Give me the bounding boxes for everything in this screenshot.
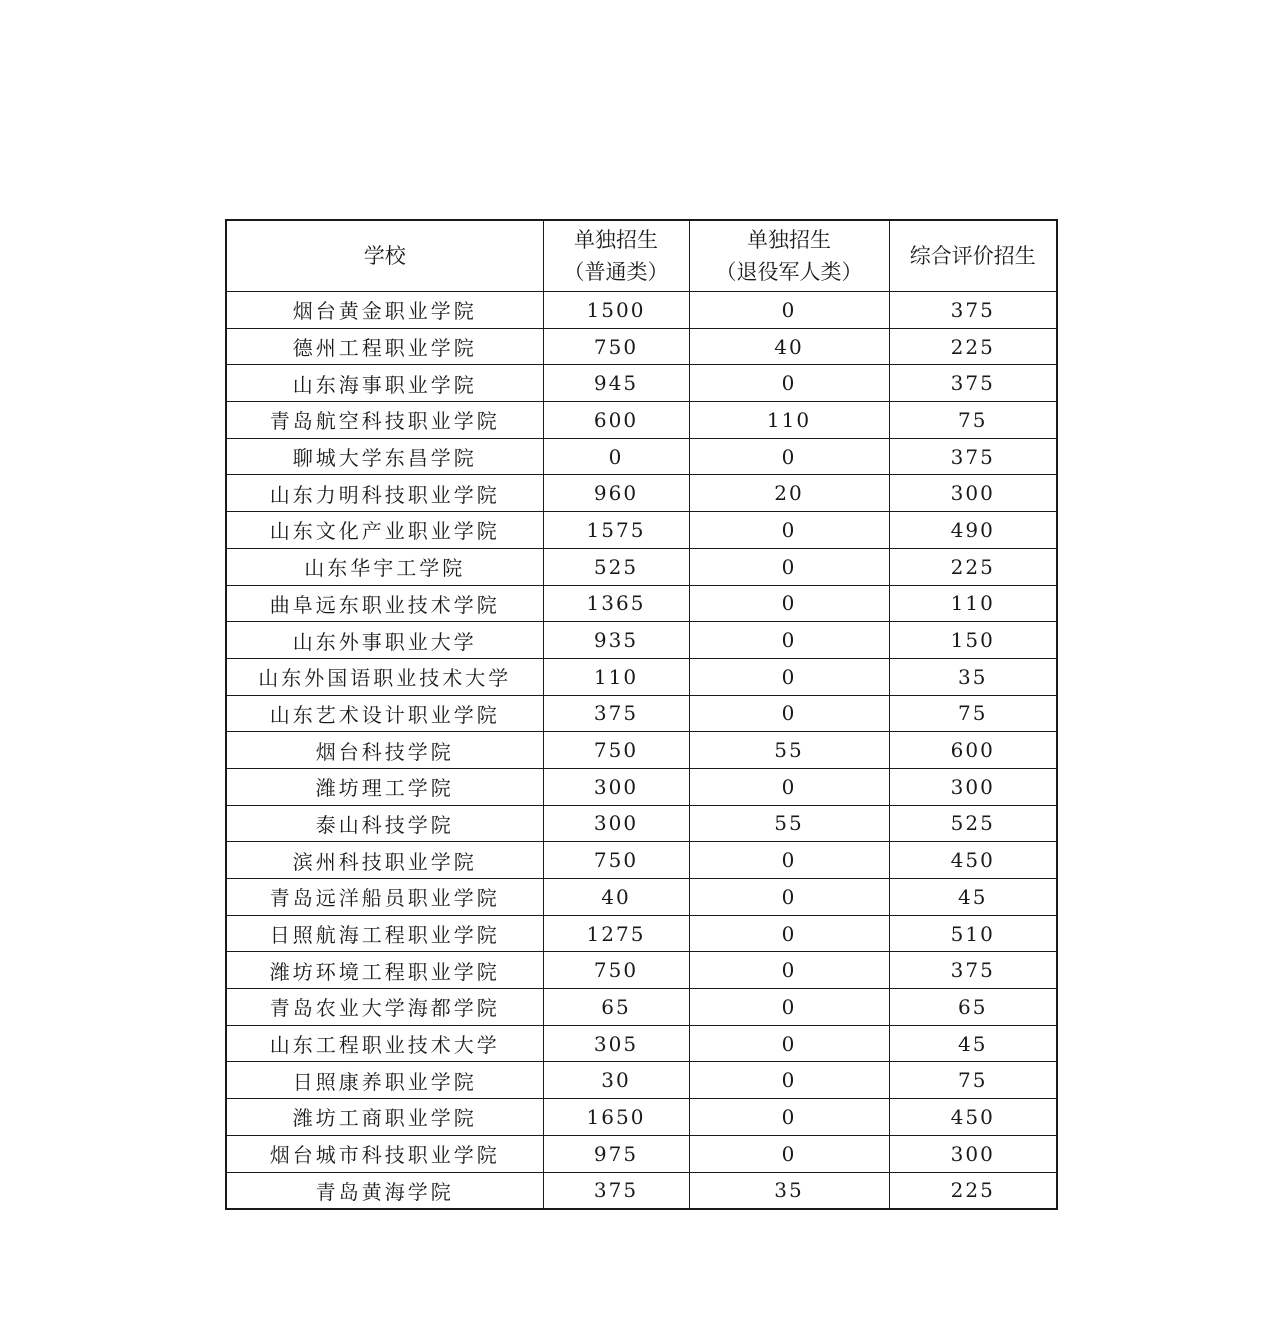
table-row [226,879,1057,916]
cell-comprehensive: 45 [889,1025,1057,1062]
cell-single-general: 1650 [543,1099,689,1136]
cell-school: 日照康养职业学院 [226,1062,543,1099]
table-row [226,512,1057,549]
cell-single-general: 975 [543,1135,689,1172]
table-row [226,622,1057,659]
header-single-veteran [689,220,889,292]
cell-single-veteran: 35 [689,1172,889,1209]
cell-school: 山东海事职业学院 [226,365,543,402]
cell-single-veteran: 55 [689,805,889,842]
cell-comprehensive: 300 [889,1135,1057,1172]
cell-single-veteran: 0 [689,1135,889,1172]
cell-school: 潍坊工商职业学院 [226,1099,543,1136]
table-row [226,952,1057,989]
cell-single-veteran: 0 [689,989,889,1026]
cell-single-veteran: 40 [689,328,889,365]
cell-single-veteran: 0 [689,1025,889,1062]
cell-school: 青岛农业大学海都学院 [226,989,543,1026]
cell-single-veteran: 0 [689,658,889,695]
table-row [226,805,1057,842]
cell-single-veteran: 0 [689,622,889,659]
header-single-general-line2: （普通类） [563,260,669,284]
cell-single-veteran: 0 [689,292,889,329]
cell-single-veteran: 0 [689,695,889,732]
cell-comprehensive: 375 [889,292,1057,329]
cell-single-general: 750 [543,732,689,769]
cell-comprehensive: 65 [889,989,1057,1026]
cell-single-general: 945 [543,365,689,402]
cell-school: 山东外国语职业技术大学 [226,658,543,695]
table-header-row [226,220,1057,292]
table-row [226,695,1057,732]
cell-single-general: 1365 [543,585,689,622]
cell-school: 潍坊环境工程职业学院 [226,952,543,989]
cell-single-general: 1275 [543,915,689,952]
cell-school: 山东华宇工学院 [226,548,543,585]
cell-comprehensive: 225 [889,1172,1057,1209]
cell-single-veteran: 20 [689,475,889,512]
table-row [226,732,1057,769]
cell-school: 泰山科技学院 [226,805,543,842]
cell-comprehensive: 35 [889,658,1057,695]
table-row [226,1172,1057,1209]
cell-comprehensive: 150 [889,622,1057,659]
cell-school: 青岛黄海学院 [226,1172,543,1209]
cell-comprehensive: 75 [889,695,1057,732]
table-row [226,365,1057,402]
cell-single-general: 300 [543,768,689,805]
cell-single-veteran: 55 [689,732,889,769]
cell-comprehensive: 375 [889,952,1057,989]
cell-single-general: 30 [543,1062,689,1099]
cell-school: 聊城大学东昌学院 [226,438,543,475]
cell-school: 山东文化产业职业学院 [226,512,543,549]
cell-school: 烟台城市科技职业学院 [226,1135,543,1172]
table-row [226,768,1057,805]
table-body [226,292,1057,1210]
header-single-general-line1: 单独招生 [574,228,658,252]
cell-comprehensive: 75 [889,1062,1057,1099]
table-row [226,658,1057,695]
cell-single-veteran: 0 [689,438,889,475]
cell-school: 日照航海工程职业学院 [226,915,543,952]
cell-single-veteran: 0 [689,915,889,952]
cell-single-general: 375 [543,695,689,732]
cell-school: 潍坊理工学院 [226,768,543,805]
cell-comprehensive: 225 [889,548,1057,585]
cell-single-veteran: 0 [689,952,889,989]
cell-single-general: 750 [543,952,689,989]
cell-school: 山东外事职业大学 [226,622,543,659]
cell-single-general: 65 [543,989,689,1026]
cell-comprehensive: 300 [889,768,1057,805]
cell-school: 山东力明科技职业学院 [226,475,543,512]
cell-comprehensive: 225 [889,328,1057,365]
cell-school: 曲阜远东职业技术学院 [226,585,543,622]
table-row [226,842,1057,879]
cell-comprehensive: 300 [889,475,1057,512]
cell-school: 德州工程职业学院 [226,328,543,365]
cell-single-general: 40 [543,879,689,916]
header-single-general [543,220,689,292]
cell-single-veteran: 110 [689,402,889,439]
cell-single-veteran: 0 [689,879,889,916]
cell-single-general: 305 [543,1025,689,1062]
cell-single-veteran: 0 [689,512,889,549]
cell-school: 烟台科技学院 [226,732,543,769]
table-row [226,1099,1057,1136]
table-row [226,292,1057,329]
table-row [226,585,1057,622]
cell-single-general: 750 [543,842,689,879]
cell-comprehensive: 450 [889,1099,1057,1136]
cell-school: 青岛航空科技职业学院 [226,402,543,439]
cell-single-veteran: 0 [689,768,889,805]
cell-single-general: 375 [543,1172,689,1209]
cell-comprehensive: 490 [889,512,1057,549]
cell-comprehensive: 450 [889,842,1057,879]
table-row [226,402,1057,439]
enrollment-table [225,219,1058,1210]
table-row [226,989,1057,1026]
cell-comprehensive: 375 [889,365,1057,402]
table-row [226,438,1057,475]
cell-single-general: 600 [543,402,689,439]
table-row [226,328,1057,365]
cell-single-veteran: 0 [689,585,889,622]
cell-comprehensive: 510 [889,915,1057,952]
cell-single-general: 300 [543,805,689,842]
cell-single-general: 525 [543,548,689,585]
table-row [226,548,1057,585]
cell-single-general: 1575 [543,512,689,549]
cell-school: 青岛远洋船员职业学院 [226,879,543,916]
cell-single-veteran: 0 [689,1062,889,1099]
cell-single-veteran: 0 [689,842,889,879]
cell-single-general: 750 [543,328,689,365]
cell-single-veteran: 0 [689,1099,889,1136]
cell-school: 山东工程职业技术大学 [226,1025,543,1062]
table-row [226,475,1057,512]
header-single-veteran-line1: 单独招生 [747,228,831,252]
cell-comprehensive: 525 [889,805,1057,842]
header-school: 学校 [226,220,543,292]
cell-single-general: 0 [543,438,689,475]
cell-comprehensive: 110 [889,585,1057,622]
cell-single-veteran: 0 [689,365,889,402]
cell-comprehensive: 75 [889,402,1057,439]
table-row [226,1025,1057,1062]
cell-single-general: 960 [543,475,689,512]
cell-single-general: 1500 [543,292,689,329]
cell-school: 烟台黄金职业学院 [226,292,543,329]
cell-single-veteran: 0 [689,548,889,585]
header-single-veteran-line2: （退役军人类） [715,260,863,284]
header-comprehensive: 综合评价招生 [889,220,1057,292]
table-row [226,915,1057,952]
cell-school: 山东艺术设计职业学院 [226,695,543,732]
table-row [226,1135,1057,1172]
cell-single-general: 935 [543,622,689,659]
table-row [226,1062,1057,1099]
cell-comprehensive: 375 [889,438,1057,475]
cell-comprehensive: 45 [889,879,1057,916]
cell-single-general: 110 [543,658,689,695]
cell-comprehensive: 600 [889,732,1057,769]
cell-school: 滨州科技职业学院 [226,842,543,879]
